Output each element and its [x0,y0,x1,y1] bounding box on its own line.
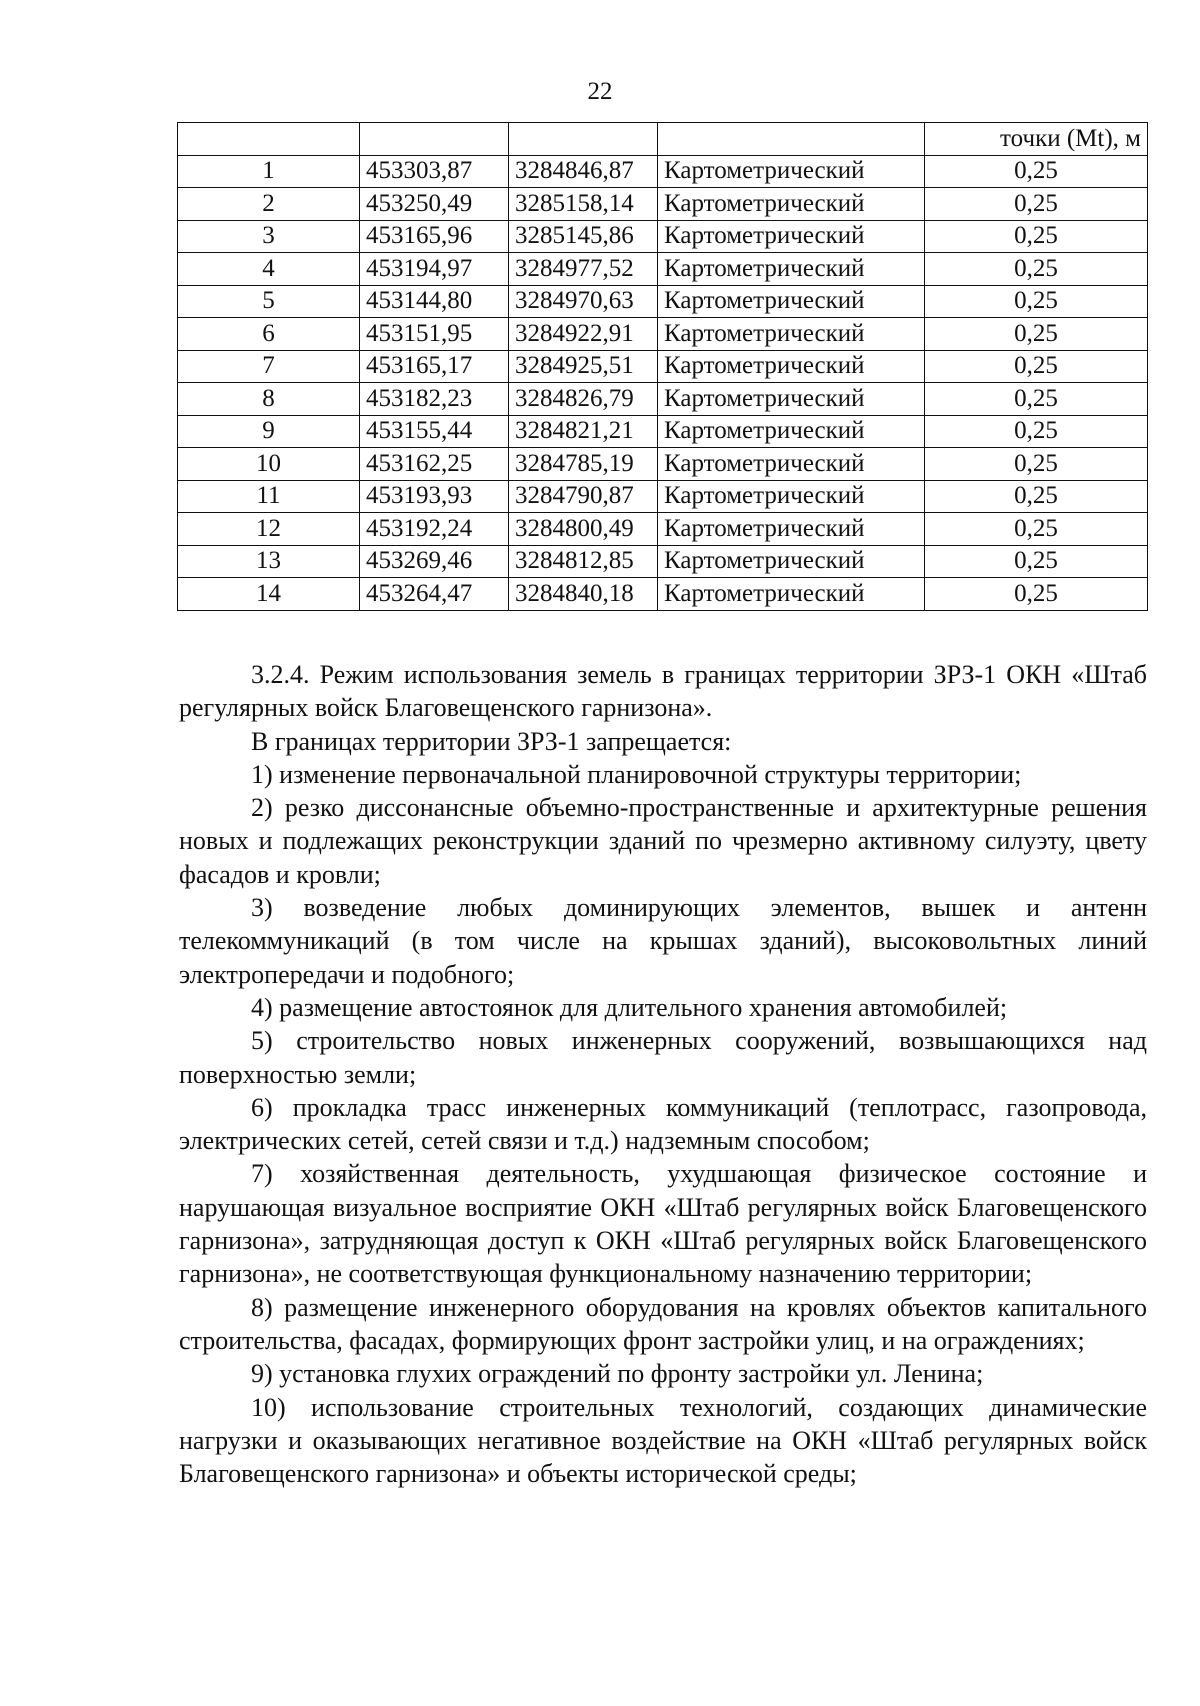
method-cell: Картометрический [658,448,925,481]
method-cell: Картометрический [658,480,925,513]
table-row [178,578,1148,611]
list-item: 9) установка глухих ограждений по фронту застройки ул. Ленина; [251,1359,984,1389]
table-row [178,350,1148,383]
point-number-cell: 6 [178,318,360,351]
list-item: 8) размещение инженерного оборудования на кровлях объектов капитального строительства, фасадах, формирующих фронт застройки улиц, и на ограждениях; [179,1292,1147,1355]
y-coordinate-cell: 3284821,21 [509,415,658,448]
x-coordinate-cell: 453155,44 [360,415,509,448]
table-row [178,253,1148,286]
method-cell: Картометрический [658,415,925,448]
point-number-cell: 4 [178,253,360,286]
point-number-cell: 11 [178,480,360,513]
y-coordinate-cell: 3284846,87 [509,155,658,188]
method-cell: Картометрический [658,383,925,416]
prohibition-list [179,758,1147,1491]
x-coordinate-cell: 453194,97 [360,253,509,286]
y-coordinate-cell: 3284977,52 [509,253,658,286]
table-row [178,545,1148,578]
y-coordinate-cell: 3284800,49 [509,513,658,546]
point-number-cell: 9 [178,415,360,448]
x-coordinate-cell: 453165,17 [360,350,509,383]
accuracy-cell: 0,25 [925,383,1148,416]
method-cell: Картометрический [658,220,925,253]
x-coordinate-cell: 453151,95 [360,318,509,351]
x-coordinate-cell: 453303,87 [360,155,509,188]
method-cell: Картометрический [658,318,925,351]
x-coordinate-cell: 453250,49 [360,188,509,221]
point-number-cell: 1 [178,155,360,188]
table-row [178,415,1148,448]
list-item: 6) прокладка трасс инженерных коммуникаций (теплотрасс, газопровода, электрических сетей, сетей связи и т.д.) надземным способом; [179,1092,1147,1156]
accuracy-cell: 0,25 [925,448,1148,481]
list-item: 3) возведение любых доминирующих элементов, вышек и антенн телекоммуникаций (в том числе на крышах зданий), высоковольтных линий электропередачи и подобного; [179,893,1147,989]
table-row [178,448,1148,481]
accuracy-cell: 0,25 [925,350,1148,383]
point-number-cell: 13 [178,545,360,578]
table-header-row [178,123,1148,156]
table-row [178,318,1148,351]
point-number-cell: 5 [178,285,360,318]
y-coordinate-cell: 3284970,63 [509,285,658,318]
list-item: 5) строительство новых инженерных сооружений, возвышающихся над поверхностью земли; [179,1026,1147,1089]
list-item: 4) размещение автостоянок для длительного хранения автомобилей; [251,992,1008,1022]
body-text [179,658,1147,1490]
table-row [178,188,1148,221]
method-cell: Картометрический [658,285,925,318]
x-coordinate-cell: 453192,24 [360,513,509,546]
header-cell-empty [178,123,360,156]
method-cell: Картометрический [658,253,925,286]
list-item: 7) хозяйственная деятельность, ухудшающая физическое состояние и нарушающая визуальное восприятие ОКН «Штаб регулярных войск Благовещенского гарнизона», затрудняющая доступ к ОКН «Штаб регулярных войск Благовещенского гарнизона», не соответствующая функциональному назначению территории; [179,1159,1147,1289]
table-row [178,383,1148,416]
x-coordinate-cell: 453269,46 [360,545,509,578]
header-cell-empty [658,123,925,156]
accuracy-cell: 0,25 [925,513,1148,546]
method-cell: Картометрический [658,188,925,221]
header-cell-accuracy: точки (Mt), м [925,123,1148,156]
page-number: 22 [587,78,613,105]
accuracy-cell: 0,25 [925,545,1148,578]
accuracy-cell: 0,25 [925,578,1148,611]
method-cell: Картометрический [658,513,925,546]
method-cell: Картометрический [658,155,925,188]
y-coordinate-cell: 3284840,18 [509,578,658,611]
method-cell: Картометрический [658,545,925,578]
accuracy-cell: 0,25 [925,155,1148,188]
accuracy-cell: 0,25 [925,253,1148,286]
table-row [178,155,1148,188]
coordinates-table [177,122,1148,611]
y-coordinate-cell: 3284790,87 [509,480,658,513]
accuracy-cell: 0,25 [925,285,1148,318]
list-item: 2) резко диссонансные объемно-пространственные и архитектурные решения новых и подлежащих реконструкции зданий по чрезмерно активному силуэту, цвету фасадов и кровли; [179,793,1147,889]
point-number-cell: 7 [178,350,360,383]
x-coordinate-cell: 453162,25 [360,448,509,481]
point-number-cell: 8 [178,383,360,416]
x-coordinate-cell: 453165,96 [360,220,509,253]
y-coordinate-cell: 3284826,79 [509,383,658,416]
y-coordinate-cell: 3284812,85 [509,545,658,578]
point-number-cell: 2 [178,188,360,221]
y-coordinate-cell: 3285145,86 [509,220,658,253]
point-number-cell: 12 [178,513,360,546]
point-number-cell: 10 [178,448,360,481]
table-row [178,480,1148,513]
y-coordinate-cell: 3285158,14 [509,188,658,221]
point-number-cell: 3 [178,220,360,253]
table-row [178,285,1148,318]
accuracy-cell: 0,25 [925,480,1148,513]
list-item: 10) использование строительных технологий, создающих динамические нагрузки и оказывающих негативное воздействие на ОКН «Штаб регулярных войск Благовещенского гарнизона» и объекты исторической среды; [179,1392,1147,1489]
x-coordinate-cell: 453182,23 [360,383,509,416]
list-item: 1) изменение первоначальной планировочной структуры территории; [251,759,1022,789]
x-coordinate-cell: 453144,80 [360,285,509,318]
table-row [178,513,1148,546]
intro-paragraph: В границах территории ЗРЗ-1 запрещается: [251,726,732,756]
accuracy-cell: 0,25 [925,415,1148,448]
y-coordinate-cell: 3284922,91 [509,318,658,351]
method-cell: Картометрический [658,578,925,611]
point-number-cell: 14 [178,578,360,611]
y-coordinate-cell: 3284785,19 [509,448,658,481]
accuracy-cell: 0,25 [925,188,1148,221]
header-cell-empty [509,123,658,156]
accuracy-cell: 0,25 [925,220,1148,253]
y-coordinate-cell: 3284925,51 [509,350,658,383]
method-cell: Картометрический [658,350,925,383]
x-coordinate-cell: 453264,47 [360,578,509,611]
table-row [178,220,1148,253]
section-heading: 3.2.4. Режим использования земель в границах территории ЗРЗ-1 ОКН «Штаб регулярных войск Благовещенского гарнизона». [179,660,1147,723]
x-coordinate-cell: 453193,93 [360,480,509,513]
header-cell-empty [360,123,509,156]
accuracy-cell: 0,25 [925,318,1148,351]
